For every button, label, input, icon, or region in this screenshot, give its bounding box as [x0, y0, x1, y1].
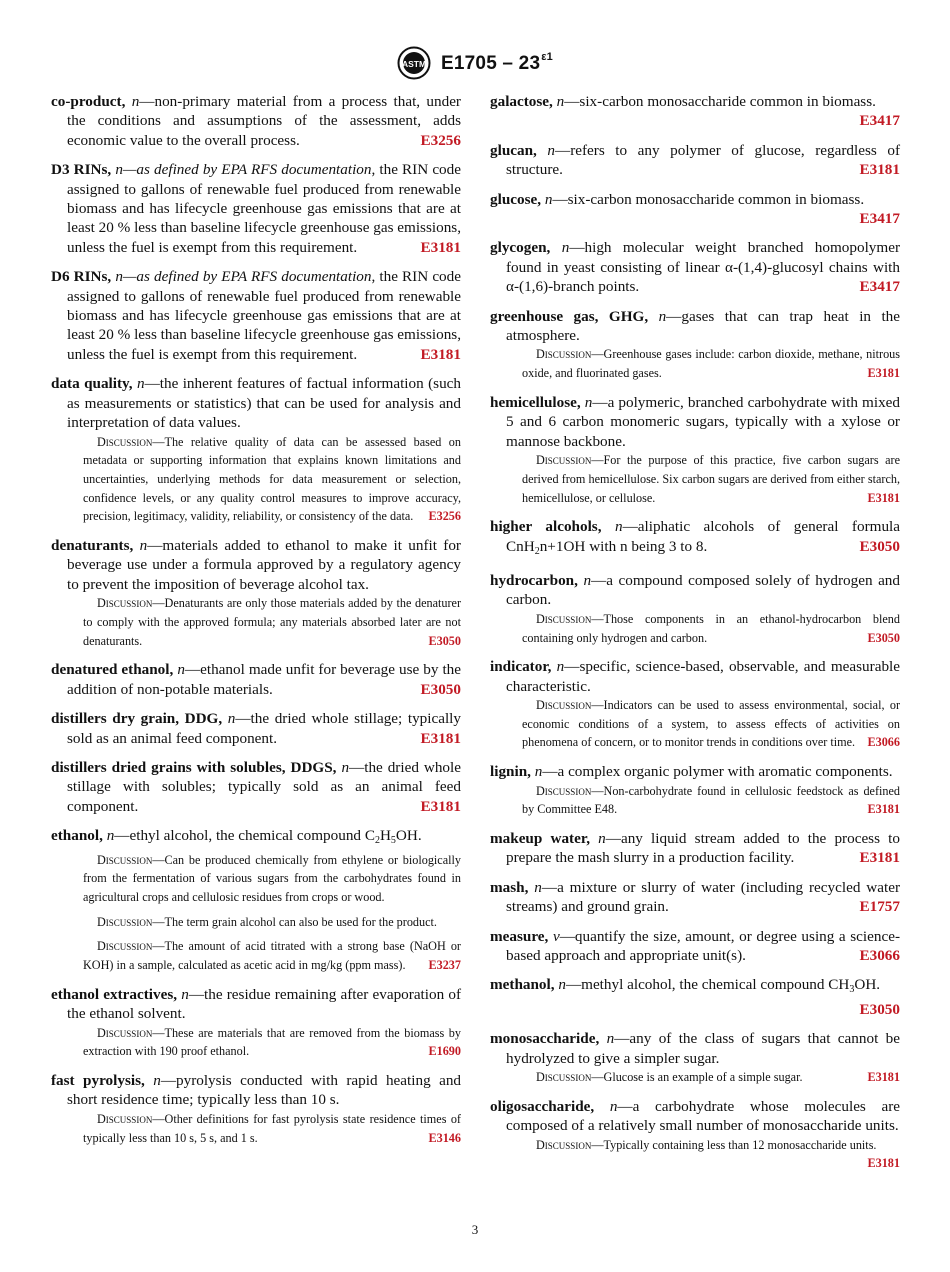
- entry-hydrocarbon: hydrocarbon, n—a compound composed solely of hydrogen and carbon. Discussion—Those components in an ethanol-hydrocarbon blend containing only hydrogen and carbon. E3050: [490, 571, 900, 647]
- discussion-note: Discussion—Those components in an ethanol-hydrocarbon blend containing only hydrogen and carbon. E3050: [506, 610, 900, 647]
- entry-fast-pyrolysis: fast pyrolysis, n—pyrolysis conducted with rapid heating and short residence time; typically less than 10 s. Discussion—Other definitions for fast pyrolysis state residence times of typically less than 10 s, 5 s, and 1 s. E3146: [51, 1071, 461, 1147]
- entry-glycogen: glycogen, n—high molecular weight branched homopolymer found in yeast consisting of linear α-(1,4)-glucosyl chains with α-(1,6)-branch points. E3417: [490, 239, 901, 296]
- entry-co-product: co-product, n—non-primary material from a process that, under the conditions and assumptions of the assessment, adds economic value to the overall process. E3256: [51, 93, 461, 149]
- ref-link[interactable]: E1690: [428, 1044, 461, 1059]
- entry-oligosaccharide: oligosaccharide, n—a carbohydrate whose molecules are composed of a relatively small number of monosaccharide units. Discussion—Typically containing less than 12 monosaccharide units. E3181: [490, 1097, 900, 1173]
- ref-link[interactable]: E3146: [428, 1130, 461, 1145]
- entry-makeup-water: makeup water, n—any liquid stream added to the process to prepare the mash slurry in a production facility. E3181: [490, 829, 900, 867]
- right-column: [490, 92, 900, 1183]
- discussion-note: Discussion—For the purpose of this practice, five carbon sugars are derived from hemicellulose. Six carbon sugars are derived from either starch, hemicellulose, or cellulose. E3181: [506, 451, 900, 507]
- entry-denaturants: denaturants, n—materials added to ethanol to make it unfit for beverage use under a formula approved by a regulatory agency to prevent the imposition of beverage alcohol tax. Discussion—Denaturants are only those materials added by the denaturer to comply with the approved formula; any materials absorbed later are not denaturants. E3050: [51, 536, 461, 650]
- ref-link[interactable]: E3181: [420, 238, 461, 256]
- ref-link[interactable]: E3181: [867, 490, 900, 505]
- discussion-note: Discussion—Non-carbohydrate found in cellulosic feedstock as defined by Committee E48. E3181: [506, 782, 900, 819]
- entry-ddg: distillers dry grain, DDG, n—the dried whole stillage; typically sold as an animal feed component. E3181: [51, 710, 461, 747]
- ref-link[interactable]: E3050: [859, 1000, 900, 1018]
- ref-link[interactable]: E3181: [867, 1156, 900, 1171]
- entry-monosaccharide: monosaccharide, n—any of the class of sugars that cannot be hydrolyzed to give a simpler sugar. Discussion—Glucose is an example of a simple sugar. E3181: [490, 1029, 900, 1087]
- ref-link[interactable]: E3066: [867, 735, 900, 750]
- ref-link[interactable]: E3181: [867, 802, 900, 817]
- svg-text:ASTM: ASTM: [401, 59, 427, 69]
- entry-hemicellulose: hemicellulose, n—a polymeric, branched carbohydrate with mixed 5 and 6 carbon monomeric sugars, typically with a xylose or mannose backbone. Discussion—For the purpose of this practice, five carbon sugars are derived from hemicellulose. Six carbon sugars are derived from either starch, hemicellulose, or cellulose. E3181: [490, 393, 900, 507]
- discussion-note: Discussion—Greenhouse gases include: carbon dioxide, methane, nitrous oxide, and fluorinated gases. E3181: [506, 345, 900, 382]
- ref-link[interactable]: E3050: [420, 680, 461, 698]
- entry-methanol: methanol, n—methyl alcohol, the chemical compound $CH_3OH$. E3050: [490, 976, 900, 1018]
- entry-ethanol: ethanol, n—ethyl alcohol, the chemical compound $C_2H_5OH$. Discussion—Can be produced chemically from ethylene or biologically from the fermentation of various sugars from the carbohydrates found in agricultural crops and cellulosic residues from crops or wood. Discussion—The term grain alcohol can also be used for the product. Discussion—The amount of acid titrated with a strong base (NaOH or KOH) in a sample, calculated as acetic acid in mg/kg (ppm mass). E3237: [51, 826, 461, 975]
- left-column: [51, 92, 461, 1157]
- entry-glucan: glucan, n—refers to any polymer of glucose, regardless of structure. E3181: [490, 141, 901, 179]
- ref-link[interactable]: E3256: [428, 509, 461, 524]
- ref-link[interactable]: E3066: [859, 947, 900, 964]
- entry-measure: measure, v—quantify the size, amount, or degree using a science-based approach and appropriate unit(s). E3066: [490, 927, 901, 964]
- entry-d3-rins: D3 RINs, n—as defined by EPA RFS documentation, the RIN code assigned to gallons of renewable fuel produced from renewable biomass and has lifecycle greenhouse gas emissions that are at least 20 % less than baseline lifecycle greenhouse gas emissions, unless the fuel is exempt from this requirement. E3181: [51, 161, 461, 256]
- page-number: 3: [471, 1222, 479, 1237]
- entry-greenhouse-gas: greenhouse gas, GHG, n—gases that can trap heat in the atmosphere. Discussion—Greenhouse gases include: carbon dioxide, methane, nitrous oxide, and fluorinated gases. E3181: [490, 307, 900, 383]
- discussion-note: Discussion—Indicators can be used to assess environmental, social, or economic conditions of a system, to assess effects of activities on phenomena of concern, or to monitor trends in conditions over time. E3066: [506, 696, 900, 752]
- entry-higher-alcohols: higher alcohols, n—aliphatic alcohols of general formula CnH$_2$n+1OH with n being 3 to 8. E3050: [490, 518, 901, 557]
- ref-link[interactable]: E3417: [859, 210, 900, 228]
- entry-denatured-ethanol: denatured ethanol, n—ethanol made unfit for beverage use by the addition of non-potable materials. E3050: [51, 661, 461, 698]
- astm-logo-icon: [397, 46, 431, 80]
- ref-link[interactable]: E3181: [859, 161, 900, 179]
- entry-d6-rins: D6 RINs, n—as defined by EPA RFS documentation, the RIN code assigned to gallons of renewable fuel produced from renewable biomass and has lifecycle greenhouse gas emissions that are at least 20 % less than baseline lifecycle greenhouse gas emissions, unless the fuel is exempt from this requirement. E3181: [51, 268, 461, 363]
- entry-mash: mash, n—a mixture or slurry of water (including recycled water streams) and ground grain. E1757: [490, 878, 901, 916]
- ref-link[interactable]: E3181: [859, 849, 900, 867]
- discussion-note: Discussion—These are materials that are removed from the biomass by extraction with 190 proof ethanol. E1690: [67, 1024, 461, 1061]
- entry-indicator: indicator, n—specific, science-based, observable, and measurable characteristic. Discussion—Indicators can be used to assess environmental, social, or economic conditions of a system, to assess effects of activities on phenomena of concern, or to monitor trends in conditions over time. E3066: [490, 657, 900, 752]
- discussion-note: Discussion—Other definitions for fast pyrolysis state residence times of typically less than 10 s, 5 s, and 1 s. E3146: [67, 1110, 461, 1147]
- ref-link[interactable]: E3181: [867, 1070, 900, 1085]
- entry-glucose: glucose, n—six-carbon monosaccharide common in biomass. E3417: [490, 190, 900, 228]
- ref-link[interactable]: E3050: [859, 537, 900, 555]
- ref-link[interactable]: E1757: [859, 898, 900, 916]
- ref-link[interactable]: E3181: [867, 366, 900, 381]
- discussion-note: Discussion—Typically containing less than 12 monosaccharide units. E3181: [506, 1136, 900, 1173]
- document-designation: $E1705 - 23^{\varepsilon 1}$: [441, 51, 553, 74]
- discussion-note: Discussion—The amount of acid titrated with a strong base (NaOH or KOH) in a sample, calculated as acetic acid in mg/kg (ppm mass). E3237: [67, 937, 461, 974]
- ref-link[interactable]: E3417: [859, 278, 900, 296]
- ref-link[interactable]: E3181: [420, 345, 461, 363]
- ref-link[interactable]: E3417: [859, 112, 900, 130]
- entry-ddgs: distillers dried grains with solubles, DDGS, n—the dried whole stillage with solubles; typically sold as an animal feed component. E3181: [51, 758, 461, 815]
- discussion-note: Discussion—Can be produced chemically from ethylene or biologically from the fermentation of various sugars from the carbohydrates found in agricultural crops and cellulosic residues from crops or wood.: [83, 852, 461, 904]
- ref-link[interactable]: E3181: [420, 797, 461, 815]
- entry-lignin: lignin, n—a complex organic polymer with aromatic components. Discussion—Non-carbohydrate found in cellulosic feedstock as defined by Committee E48. E3181: [490, 762, 900, 819]
- ref-link[interactable]: E3237: [428, 958, 461, 973]
- ref-link[interactable]: E3050: [428, 633, 461, 648]
- edition-superscript: ε1: [541, 51, 553, 63]
- discussion-note: Discussion—The term grain alcohol can also be used for the product.: [97, 914, 437, 929]
- ref-link[interactable]: E3050: [867, 630, 900, 645]
- entry-ethanol-extractives: ethanol extractives, n—the residue remaining after evaporation of the ethanol solvent. Discussion—These are materials that are removed from the biomass by extraction with 190 proof ethanol. E1690: [51, 985, 461, 1061]
- page-header: [0, 46, 950, 80]
- ref-link[interactable]: E3256: [420, 131, 461, 149]
- discussion-note: Discussion—Glucose is an example of a simple sugar. E3181: [506, 1068, 900, 1087]
- ref-link[interactable]: E3181: [420, 729, 461, 747]
- discussion-note: Discussion—Denaturants are only those materials added by the denaturer to comply with the approved formula; any materials absorbed later are not denaturants. E3050: [67, 594, 461, 650]
- discussion-note: Discussion—The relative quality of data can be assessed based on metadata or supporting information that explains known limitations and uncertainties, underlying methods for data measurement or selection, confidence levels, or any quality control measures to improve accuracy, precision, legitimacy, validity, reliability, or consistency of the data. E3256: [67, 433, 461, 527]
- entry-galactose: galactose, n—six-carbon monosaccharide common in biomass. E3417: [490, 93, 900, 130]
- entry-data-quality: data quality, n—the inherent features of factual information (such as measurements or statistics) that can be used for analysis and interpretation of data values. Discussion—The relative quality of data can be assessed based on metadata or supporting information that explains known limitations and uncertainties, underlying methods for data measurement or selection, confidence levels, or any quality control measures to improve accuracy, precision, legitimacy, validity, reliability, or consistency of the data. E3256: [51, 374, 461, 526]
